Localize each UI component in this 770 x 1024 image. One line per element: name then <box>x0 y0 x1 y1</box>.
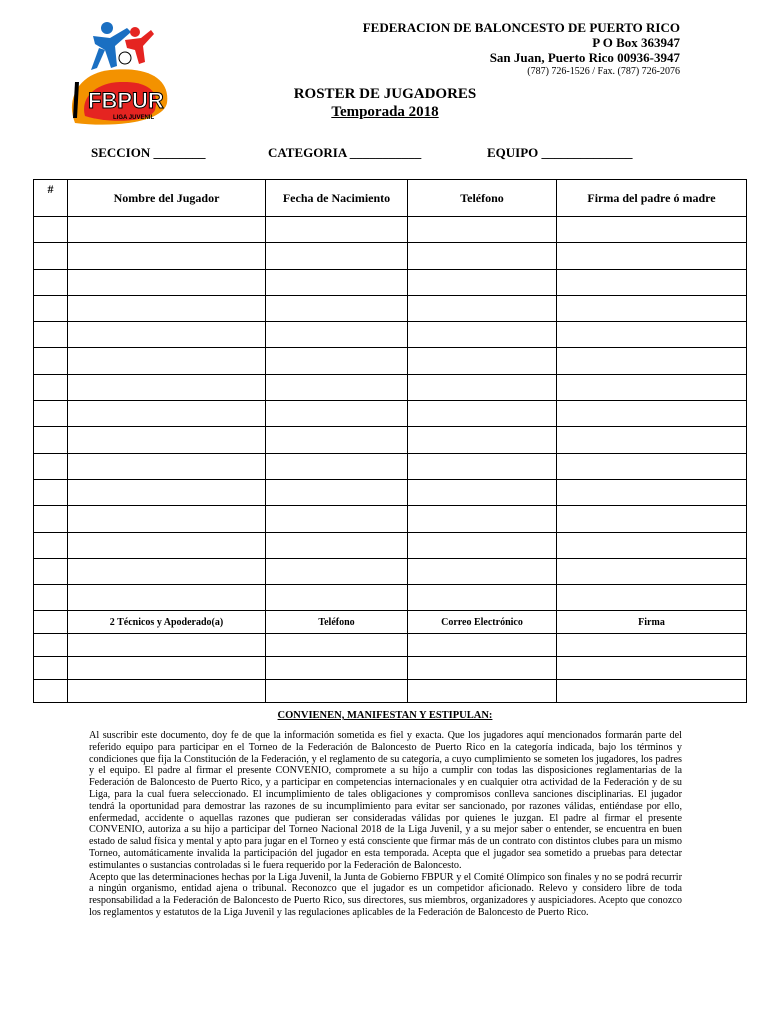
player-entry-cell[interactable] <box>557 322 747 348</box>
player-entry-cell[interactable] <box>557 401 747 427</box>
player-entry-cell[interactable] <box>266 479 408 505</box>
agreement-body <box>89 730 682 919</box>
logo-brand-text: FBPUR <box>88 88 164 113</box>
player-number-cell <box>34 427 68 453</box>
header-staff-name: 2 Técnicos y Apoderado(a) <box>68 611 266 634</box>
staff-number-cell <box>34 611 68 634</box>
player-row <box>34 374 747 400</box>
staff-entry-cell[interactable] <box>68 634 266 657</box>
player-row <box>34 558 747 584</box>
player-entry-cell[interactable] <box>266 427 408 453</box>
player-row <box>34 453 747 479</box>
player-entry-cell[interactable] <box>408 427 557 453</box>
player-entry-cell[interactable] <box>68 243 266 269</box>
player-entry-cell[interactable] <box>266 295 408 321</box>
player-entry-cell[interactable] <box>266 243 408 269</box>
staff-entry-cell[interactable] <box>266 657 408 680</box>
player-row <box>34 427 747 453</box>
fbpur-logo <box>55 18 185 128</box>
player-entry-cell[interactable] <box>68 453 266 479</box>
org-name: FEDERACION DE BALONCESTO DE PUERTO RICO <box>362 20 680 35</box>
player-entry-cell[interactable] <box>408 217 557 243</box>
staff-entry-cell[interactable] <box>557 634 747 657</box>
player-entry-cell[interactable] <box>266 269 408 295</box>
player-number-cell <box>34 585 68 611</box>
player-number-cell <box>34 243 68 269</box>
header-phone: Teléfono <box>408 180 557 217</box>
staff-row <box>34 680 747 703</box>
player-number-cell <box>34 269 68 295</box>
player-row <box>34 506 747 532</box>
player-number-cell <box>34 479 68 505</box>
player-entry-cell[interactable] <box>266 558 408 584</box>
player-entry-cell[interactable] <box>557 374 747 400</box>
player-number-cell <box>34 558 68 584</box>
player-entry-cell[interactable] <box>408 243 557 269</box>
staff-header-row <box>34 611 747 634</box>
player-entry-cell[interactable] <box>557 427 747 453</box>
player-entry-cell[interactable] <box>557 479 747 505</box>
player-entry-cell[interactable] <box>557 217 747 243</box>
player-entry-cell[interactable] <box>408 532 557 558</box>
player-number-cell <box>34 453 68 479</box>
player-entry-cell[interactable] <box>408 479 557 505</box>
player-number-cell <box>34 348 68 374</box>
logo-graphic <box>55 18 185 128</box>
staff-number-cell <box>34 657 68 680</box>
player-row <box>34 585 747 611</box>
season-title: Temporada 2018 <box>331 104 439 120</box>
staff-number-cell <box>34 634 68 657</box>
agreement-paragraph-2: Acepto que las determinaciones hechas por la Liga Juvenil, la Junta de Gobierno FBPUR y el Comité Olímpico son finales y no se podrá recurrir a ningún organismo, entidad ajena o tribunal. Reconozco que el jugador es un competidor aficionado. Relevo y considero libre de toda responsabilidad a la Federación de Baloncesto de Puerto Rico, sus directores, sus miembros, organizadores y auspiciadores. Acepto que conozco los reglamentos y estatutos de la Liga Juvenil y las regulaciones aplicables de la Federación de Baloncesto de Puerto Rico. <box>89 871 682 918</box>
player-number-cell <box>34 322 68 348</box>
player-entry-cell[interactable] <box>68 295 266 321</box>
agreement-paragraph-1: Al suscribir este documento, doy fe de que la información sometida es fiel y exacta. Que los jugadores aquí mencionados formarán parte del referido equipo para participar en el Torneo de la Federación de Baloncesto de Puerto Rico en la categoría indicada, bajo los términos y condiciones que fija la Constitución de la Federación, y el reglamento de su categoría, a cuyo cumplimiento se someten los jugadores, los padres y el equipo. El padre al firmar el presente CONVENIO, compromete a su hijo a cumplir con todas las disposiciones reglamentarias de la Federación de Baloncesto de Puerto Rico, y a participar en competencias internacionales y en cualquier otra actividad de la Federación y de su Liga, para la cual fuera seleccionado. El incumplimiento de tales obligaciones y compromisos conlleva sanciones disciplinarias. El jugador tendrá la oportunidad para demostrar las razones de su incumplimiento para evitar ser sancionado, por razones válidas, entiéndase por ello, enfermedad, accidente o aquellas razones que pudieran ser consideradas válidas por quienes le juzgan. El padre al firmar el presente CONVENIO, autoriza a su hijo a participar del Torneo Nacional 2018 de la Liga Juvenil, y a su mejor saber o entender, se encuentra en buen estado de salud física y mental y apto para jugar en el Torneo y está consciente que firmar más de un contrato con distintos clubes para un mismo Torneo, automáticamente invalida la participación del jugador en esta temporada. Acepta que el jugador sea sometido a pruebas para detectar estimulantes o sustancias controladas si le fuera requerido por la Federación de Baloncesto. <box>89 730 682 871</box>
staff-entry-cell[interactable] <box>557 657 747 680</box>
player-entry-cell[interactable] <box>266 585 408 611</box>
player-entry-cell[interactable] <box>266 506 408 532</box>
player-entry-cell[interactable] <box>408 348 557 374</box>
player-entry-cell[interactable] <box>557 585 747 611</box>
player-entry-cell[interactable] <box>266 532 408 558</box>
player-entry-cell[interactable] <box>266 374 408 400</box>
staff-entry-cell[interactable] <box>557 680 747 703</box>
header-birth-date: Fecha de Nacimiento <box>266 180 408 217</box>
player-number-cell <box>34 374 68 400</box>
staff-number-cell <box>34 680 68 703</box>
agreement-title: CONVIENEN, MANIFESTAN Y ESTIPULAN: <box>277 710 493 721</box>
staff-entry-cell[interactable] <box>68 657 266 680</box>
staff-entry-cell[interactable] <box>408 657 557 680</box>
staff-entry-cell[interactable] <box>266 634 408 657</box>
equipo-field[interactable]: EQUIPO ______________ <box>487 145 633 160</box>
player-row <box>34 479 747 505</box>
player-entry-cell[interactable] <box>557 269 747 295</box>
player-row <box>34 532 747 558</box>
player-row <box>34 243 747 269</box>
city-address: San Juan, Puerto Rico 00936-3947 <box>489 50 680 65</box>
player-entry-cell[interactable] <box>557 506 747 532</box>
player-number-cell <box>34 401 68 427</box>
player-row <box>34 348 747 374</box>
header-number: # <box>34 180 68 217</box>
player-entry-cell[interactable] <box>408 558 557 584</box>
player-row <box>34 217 747 243</box>
player-entry-cell[interactable] <box>557 243 747 269</box>
staff-entry-cell[interactable] <box>408 680 557 703</box>
player-entry-cell[interactable] <box>68 532 266 558</box>
staff-entry-cell[interactable] <box>266 680 408 703</box>
player-entry-cell[interactable] <box>266 401 408 427</box>
player-entry-cell[interactable] <box>68 585 266 611</box>
categoria-field[interactable]: CATEGORIA ___________ <box>268 145 422 160</box>
player-entry-cell[interactable] <box>266 348 408 374</box>
player-row <box>34 295 747 321</box>
player-entry-cell[interactable] <box>408 269 557 295</box>
roster-header-row <box>34 180 747 217</box>
player-entry-cell[interactable] <box>68 479 266 505</box>
player-number-cell <box>34 506 68 532</box>
player-entry-cell[interactable] <box>68 506 266 532</box>
player-entry-cell[interactable] <box>408 401 557 427</box>
player-entry-cell[interactable] <box>408 322 557 348</box>
staff-entry-cell[interactable] <box>408 634 557 657</box>
player-entry-cell[interactable] <box>408 295 557 321</box>
po-box: P O Box 363947 <box>592 35 680 50</box>
player-entry-cell[interactable] <box>557 558 747 584</box>
phone-fax: (787) 726-1526 / Fax. (787) 726-2076 <box>527 66 680 77</box>
player-entry-cell[interactable] <box>266 322 408 348</box>
player-entry-cell[interactable] <box>266 217 408 243</box>
staff-entry-cell[interactable] <box>68 680 266 703</box>
player-entry-cell[interactable] <box>266 453 408 479</box>
player-entry-cell[interactable] <box>557 348 747 374</box>
player-entry-cell[interactable] <box>557 295 747 321</box>
player-entry-cell[interactable] <box>68 322 266 348</box>
player-entry-cell[interactable] <box>557 453 747 479</box>
roster-table <box>33 179 747 703</box>
player-entry-cell[interactable] <box>68 558 266 584</box>
page-title: ROSTER DE JUGADORES <box>293 86 477 102</box>
header-staff-email: Correo Electrónico <box>408 611 557 634</box>
player-entry-cell[interactable] <box>68 348 266 374</box>
player-number-cell <box>34 295 68 321</box>
header-staff-phone: Teléfono <box>266 611 408 634</box>
staff-row <box>34 634 747 657</box>
player-row <box>34 322 747 348</box>
staff-row <box>34 657 747 680</box>
player-number-cell <box>34 217 68 243</box>
header-staff-signature: Firma <box>557 611 747 634</box>
player-entry-cell[interactable] <box>557 532 747 558</box>
player-entry-cell[interactable] <box>68 269 266 295</box>
logo-subtitle-text: LIGA JUVENIL <box>113 115 155 121</box>
seccion-field[interactable]: SECCION ________ <box>91 145 206 160</box>
header-player-name: Nombre del Jugador <box>68 180 266 217</box>
player-entry-cell[interactable] <box>408 374 557 400</box>
player-row <box>34 401 747 427</box>
player-entry-cell[interactable] <box>408 506 557 532</box>
player-row <box>34 269 747 295</box>
player-number-cell <box>34 532 68 558</box>
player-entry-cell[interactable] <box>408 585 557 611</box>
header-parent-signature: Firma del padre ó madre <box>557 180 747 217</box>
player-entry-cell[interactable] <box>408 453 557 479</box>
player-entry-cell[interactable] <box>68 401 266 427</box>
player-entry-cell[interactable] <box>68 217 266 243</box>
player-entry-cell[interactable] <box>68 427 266 453</box>
player-entry-cell[interactable] <box>68 374 266 400</box>
